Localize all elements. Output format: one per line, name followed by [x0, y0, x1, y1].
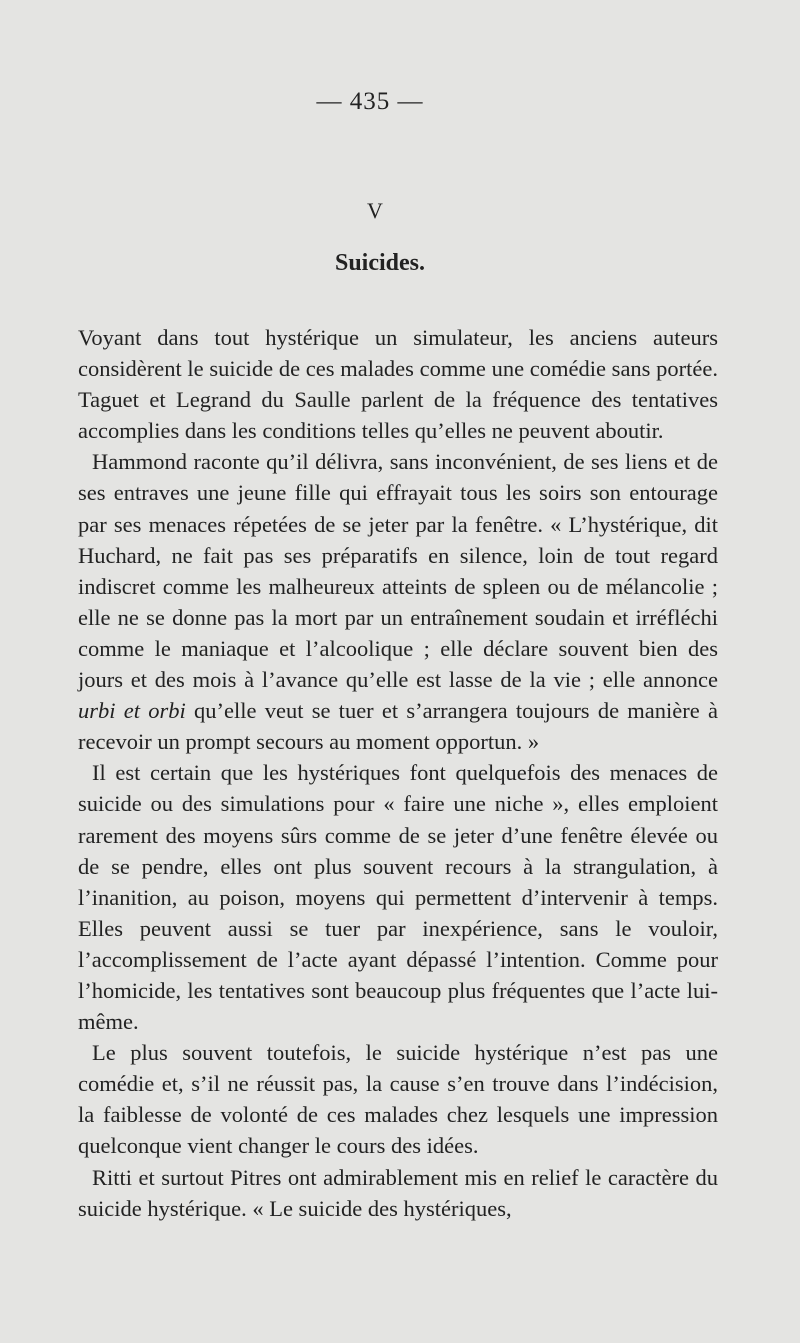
paragraph-text: Hammond raconte qu’il délivra, sans inconvénient, de ses liens et de ses entraves une jeune fille qui effrayait tous les soirs son entourage par ses menaces répetées de se jeter par la fenêtre. « L’hystérique, dit Huchard, ne fait pas ses préparatifs en silence, loin de tout regard indiscret comme les malheureux atteints de spleen ou de mélancolie ; elle ne se donne pas la mort par un entraînement soudain et irréfléchi comme le maniaque et l’alcoolique ; elle déclare souvent bien des jours et des mois à l’avance qu’elle est lasse de la vie ; elle annonce	[78, 449, 718, 693]
chapter-title: Suicides.	[334, 250, 426, 276]
chapter-number: V	[367, 198, 383, 223]
page-number: — 435 —	[316, 88, 424, 115]
body-text	[78, 322, 718, 1224]
paragraph: Le plus souvent toutefois, le suicide hystérique n’est pas une comédie et, s’il ne réussit pas, la cause s’en trouve dans l’indécision, la faiblesse de volonté de ces malades chez lesquels une impression quelconque vient changer le cours des idées.	[78, 1040, 718, 1159]
paragraph: Voyant dans tout hystérique un simulateur, les anciens auteurs considèrent le suicide de ces malades comme une comédie sans portée. Taguet et Legrand du Saulle parlent de la fréquence des tentatives accomplies dans les conditions telles qu’elles ne peuvent aboutir.	[78, 325, 718, 444]
paragraph: Ritti et surtout Pitres ont admirablement mis en relief le caractère du suicide hystérique. « Le suicide des hystériques,	[78, 1164, 718, 1221]
italic-phrase: urbi et orbi	[78, 698, 186, 724]
paragraph: Il est certain que les hystériques font quelquefois des menaces de suicide ou des simulations pour « faire une niche », elles emploient rarement des moyens sûrs comme de se jeter d’une fenêtre élevée ou de se pendre, elles ont plus souvent recours à la strangulation, à l’inanition, au poison, moyens qui permettent d’intervenir à temps. Elles peuvent aussi se tuer par inexpérience, sans le vouloir, l’accomplissement de l’acte ayant dépassé l’intention. Comme pour l’homicide, les tentatives sont beaucoup plus fréquentes que l’acte lui-même.	[78, 760, 718, 1035]
paragraph-text-after: qu’elle veut se tuer et s’arrangera toujours de manière à recevoir un prompt secours au moment opportun. »	[78, 698, 718, 755]
paragraph	[78, 446, 718, 757]
